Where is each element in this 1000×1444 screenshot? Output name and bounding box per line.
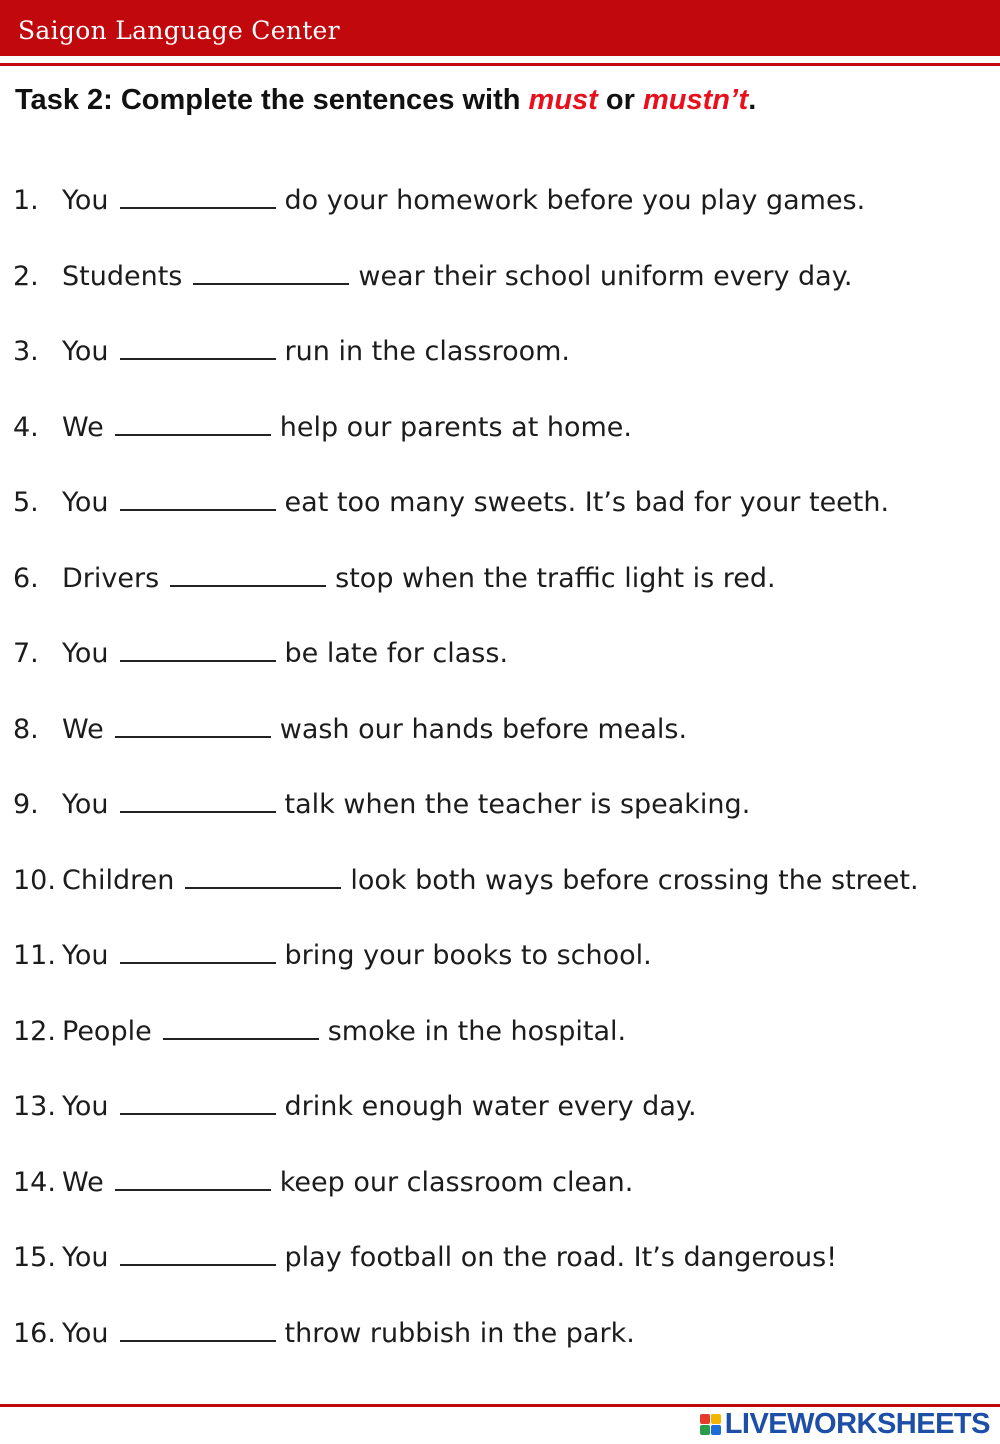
- answer-blank[interactable]: [115, 709, 271, 738]
- logo-square-icon: [700, 1414, 710, 1424]
- item-subject: We: [62, 1166, 104, 1198]
- item-subject: You: [62, 789, 109, 820]
- task-word-must: must: [528, 84, 598, 116]
- item-number: 14.: [13, 1166, 56, 1198]
- answer-blank[interactable]: [120, 633, 276, 662]
- sentence-item: [13, 180, 1000, 256]
- answer-blank[interactable]: [120, 331, 276, 360]
- brand-logo-icon: [700, 1414, 721, 1435]
- answer-blank[interactable]: [120, 180, 276, 209]
- item-subject: People: [62, 1015, 152, 1047]
- item-rest: play football on the road. It’s dangerous!: [284, 1242, 838, 1273]
- item-number: 5.: [13, 487, 39, 518]
- item-number: 16.: [13, 1317, 56, 1349]
- item-subject: We: [62, 411, 104, 443]
- logo-square-icon: [700, 1425, 710, 1435]
- answer-blank[interactable]: [120, 482, 276, 511]
- answer-blank[interactable]: [170, 558, 326, 587]
- sentence-item: [13, 1313, 1000, 1389]
- sentence-item: [13, 256, 1000, 332]
- item-subject: You: [62, 1317, 109, 1349]
- answer-blank[interactable]: [120, 784, 276, 813]
- item-number: 10.: [13, 864, 56, 896]
- item-rest: stop when the traffic light is red.: [335, 562, 776, 594]
- item-rest: help our parents at home.: [279, 411, 632, 443]
- item-rest: throw rubbish in the park.: [284, 1317, 635, 1349]
- sentence-item: [13, 1162, 1000, 1238]
- item-rest: do your homework before you play games.: [284, 185, 866, 216]
- item-rest: run in the classroom.: [284, 336, 570, 367]
- item-rest: drink enough water every day.: [284, 1091, 697, 1122]
- item-rest: bring your books to school.: [284, 940, 652, 971]
- logo-square-icon: [711, 1425, 721, 1435]
- task-title-prefix: Task 2: Complete the sentences with: [15, 84, 529, 116]
- item-rest: talk when the teacher is speaking.: [284, 789, 751, 820]
- answer-blank[interactable]: [185, 860, 341, 889]
- answer-blank[interactable]: [120, 1086, 276, 1115]
- item-subject: You: [62, 1091, 109, 1122]
- sentence-list: [13, 180, 1000, 1388]
- item-number: 4.: [13, 411, 39, 443]
- sentence-item: [13, 407, 1000, 483]
- item-number: 7.: [13, 638, 39, 669]
- item-subject: You: [62, 638, 109, 669]
- task-title-suffix: .: [748, 84, 757, 116]
- item-number: 8.: [13, 713, 39, 745]
- item-subject: Children: [62, 864, 175, 896]
- item-subject: Drivers: [62, 562, 160, 594]
- item-subject: Students: [62, 260, 183, 292]
- answer-blank[interactable]: [120, 1237, 276, 1266]
- item-subject: You: [62, 487, 109, 518]
- sentence-item: [13, 331, 1000, 407]
- item-subject: You: [62, 336, 109, 367]
- task-title-middle: or: [597, 84, 643, 116]
- item-number: 3.: [13, 336, 39, 367]
- answer-blank[interactable]: [193, 256, 349, 285]
- item-rest: wash our hands before meals.: [279, 713, 688, 745]
- item-number: 1.: [13, 185, 39, 216]
- header-divider: [0, 63, 1000, 66]
- item-number: 6.: [13, 562, 39, 594]
- item-number: 11.: [13, 940, 56, 971]
- sentence-item: [13, 558, 1000, 634]
- sentence-item: [13, 1237, 1000, 1313]
- sentence-item: [13, 1086, 1000, 1162]
- item-subject: You: [62, 185, 109, 216]
- item-rest: eat too many sweets. It’s bad for your teeth.: [284, 487, 890, 518]
- item-number: 12.: [13, 1015, 56, 1047]
- item-subject: You: [62, 1242, 109, 1273]
- sentence-item: [13, 482, 1000, 558]
- item-number: 13.: [13, 1091, 56, 1122]
- task-word-mustnt: mustn’t: [642, 84, 749, 116]
- item-rest: be late for class.: [284, 638, 509, 669]
- item-subject: You: [62, 940, 109, 971]
- item-rest: wear their school uniform every day.: [358, 260, 853, 292]
- brand-name: LIVEWORKSHEETS: [724, 1408, 990, 1440]
- item-rest: smoke in the hospital.: [327, 1015, 627, 1047]
- answer-blank[interactable]: [115, 407, 271, 436]
- answer-blank[interactable]: [120, 1313, 276, 1342]
- sentence-item: [13, 860, 1000, 936]
- logo-square-icon: [711, 1414, 721, 1424]
- sentence-item: [13, 1011, 1000, 1087]
- item-number: 15.: [13, 1242, 56, 1273]
- sentence-item: [13, 935, 1000, 1011]
- item-rest: look both ways before crossing the street.: [350, 864, 919, 896]
- item-subject: We: [62, 713, 104, 745]
- item-rest: keep our classroom clean.: [279, 1166, 634, 1198]
- answer-blank[interactable]: [163, 1011, 319, 1040]
- answer-blank[interactable]: [120, 935, 276, 964]
- answer-blank[interactable]: [115, 1162, 271, 1191]
- item-number: 9.: [13, 789, 39, 820]
- header-bar: [0, 0, 1000, 56]
- item-number: 2.: [13, 260, 39, 292]
- sentence-item: [13, 784, 1000, 860]
- task-title: [15, 84, 756, 117]
- sentence-item: [13, 633, 1000, 709]
- footer-brand: [700, 1406, 990, 1442]
- header-title: Saigon Language Center: [18, 16, 340, 45]
- sentence-item: [13, 709, 1000, 785]
